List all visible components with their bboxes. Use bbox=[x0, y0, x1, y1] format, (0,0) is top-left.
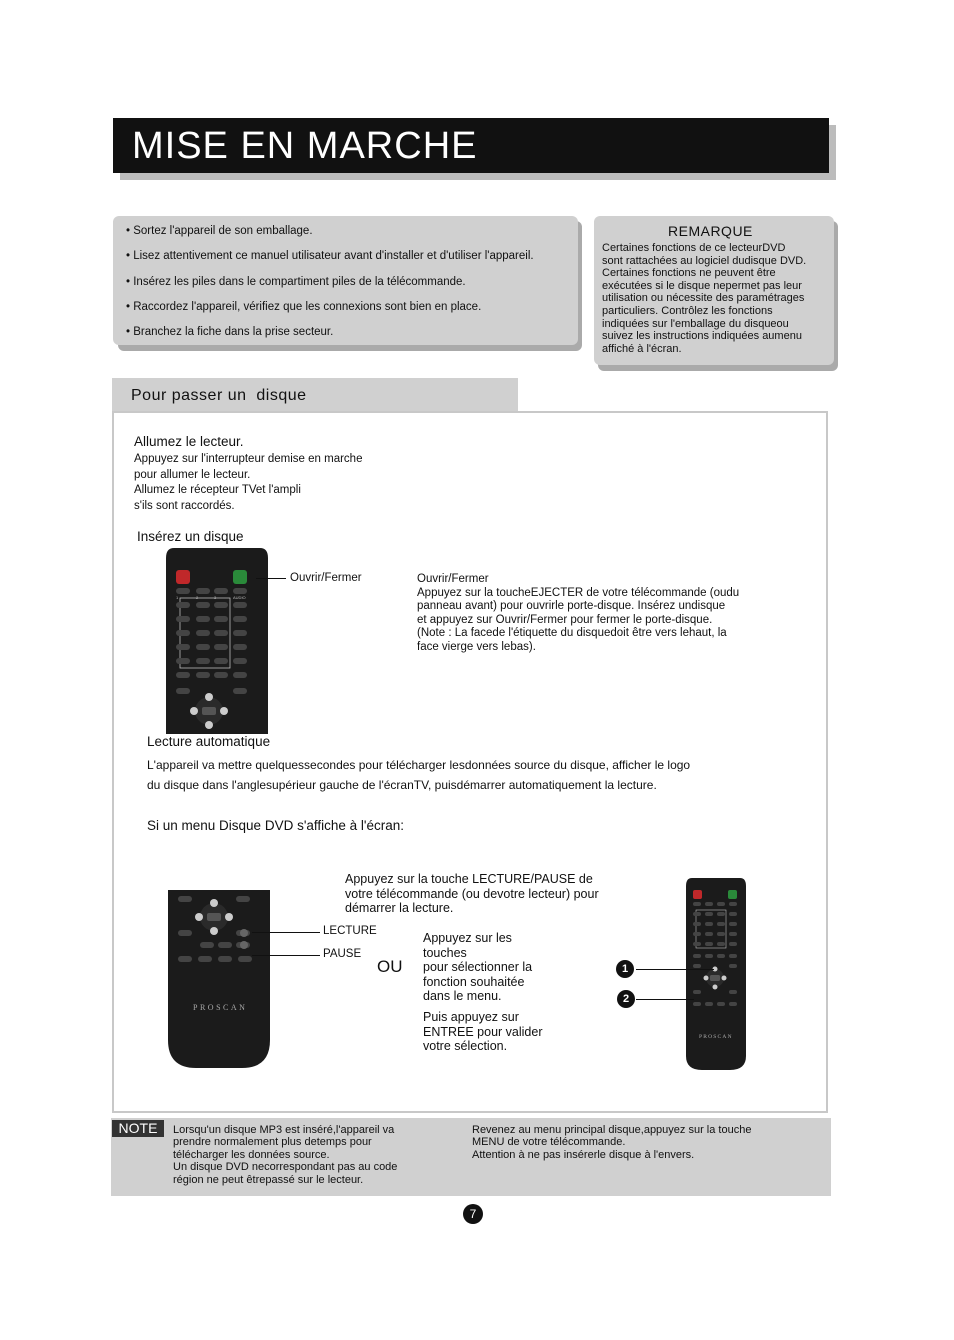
section-title: Pour passer un disque bbox=[131, 387, 307, 404]
svg-text:AUDIO: AUDIO bbox=[233, 595, 246, 600]
lecture-label: LECTURE bbox=[323, 925, 377, 937]
lecture-auto-text: L'appareil va mettre quelquessecondes pour télécharger lesdonnées source du disque, afficher le logo du disque dans l'anglesupérieur gauche de l'écranTV, puisdémarrer automatiquement la lecture. bbox=[147, 758, 691, 792]
badge1-leader bbox=[636, 969, 714, 970]
eject-button-icon bbox=[233, 570, 247, 584]
pause-button-icon bbox=[240, 941, 248, 949]
remote-bottom-illustration bbox=[166, 890, 274, 1070]
svg-text:2: 2 bbox=[196, 595, 199, 600]
intro-item: • Sortez l'appareil de son emballage. bbox=[126, 225, 313, 237]
allumez-heading: Allumez le lecteur. bbox=[134, 434, 244, 449]
play-button-icon bbox=[240, 929, 248, 937]
lecture-auto-heading: Lecture automatique bbox=[147, 734, 271, 749]
ouvrir-fermer-callout: Ouvrir/Fermer bbox=[290, 572, 362, 584]
lecture-leader bbox=[252, 932, 320, 933]
page-number: 7 bbox=[463, 1204, 483, 1224]
svg-text:3: 3 bbox=[214, 595, 217, 600]
note-left-text: Lorsqu'un disque MP3 est inséré,l'appareil va prendre normalement plus detemps pour télécharger les données source. Un disque DVD necorrespondant pas au code région ne peut êtrepassé sur le lecteur. bbox=[173, 1124, 398, 1186]
touches-instruction: Appuyez sur les touches pour sélectionner la fonction souhaitée dans le menu. bbox=[423, 931, 533, 1003]
pause-label: PAUSE bbox=[323, 948, 362, 960]
step-badge-1: 1 bbox=[616, 960, 634, 978]
badge2-leader bbox=[636, 999, 694, 1000]
remote-full-illustration bbox=[684, 878, 748, 1072]
page-title: MISE EN MARCHE bbox=[132, 125, 478, 167]
entree-instruction: Puis appuyez sur ENTREE pour valider votre sélection. bbox=[423, 1010, 543, 1053]
remote-full-brand-text: PROSCAN bbox=[699, 1034, 733, 1040]
step-badge-2: 2 bbox=[617, 990, 635, 1008]
remarque-title: REMARQUE bbox=[668, 223, 753, 239]
intro-item: • Branchez la fiche dans la prise secteur. bbox=[126, 326, 334, 338]
inserez-desc: Ouvrir/Fermer Appuyez sur la toucheEJECTER de votre télécommande (oudu panneau avant) pour ouvrirle porte-disque. Insérez undisque et appuyez sur Ouvrir/Fermer pour fermer le porte-disque. (Note : La facede l'étiquette du disquedoit être vers lehaut, la face vierge vers lebas). bbox=[417, 573, 740, 653]
remarque-text: Certaines fonctions de ce lecteurDVD sont rattachées au logiciel dudisque DVD. Certaines fonctions ne peuvent être exécutées si le disque nepermet pas leur utilisation ou nécessite des paramétrages particuliers. Contrôlez les fonctions indiquées sur l'emballage du disqueou suivez les instructions indiquées aumenu affiché à l'écran. bbox=[602, 242, 807, 355]
intro-item: • Raccordez l'appareil, vérifiez que les connexions sont bien en place. bbox=[126, 301, 482, 313]
intro-item: • Insérez les piles dans le compartiment piles de la télécommande. bbox=[126, 276, 466, 288]
ou-text: OU bbox=[377, 957, 403, 976]
play-instruction: Appuyez sur la touche LECTURE/PAUSE de votre télécommande (ou devotre lecteur) pour démarrer la lecture. bbox=[345, 872, 599, 915]
svg-text:1: 1 bbox=[176, 595, 179, 600]
pause-leader bbox=[252, 955, 320, 956]
remote-brand-text: PROSCAN bbox=[193, 1003, 248, 1012]
remote-top-illustration bbox=[164, 548, 270, 734]
menu-heading: Si un menu Disque DVD s'affiche à l'écran: bbox=[147, 818, 405, 833]
intro-item: • Lisez attentivement ce manuel utilisateur avant d'installer et d'utiliser l'appareil. bbox=[126, 250, 534, 262]
power-button-icon bbox=[176, 570, 190, 584]
allumez-text: Appuyez sur l'interrupteur demise en marche pour allumer le lecteur. Allumez le récepteur TVet l'ampli s'ils sont raccordés. bbox=[134, 453, 363, 512]
note-label: NOTE bbox=[112, 1120, 164, 1137]
inserez-heading: Insérez un disque bbox=[137, 529, 244, 544]
note-right-text: Revenez au menu principal disque,appuyez sur la touche MENU de votre télécommande. Attention à ne pas insérerle disque à l'envers. bbox=[472, 1124, 752, 1161]
ouvrir-fermer-leader bbox=[256, 578, 286, 579]
